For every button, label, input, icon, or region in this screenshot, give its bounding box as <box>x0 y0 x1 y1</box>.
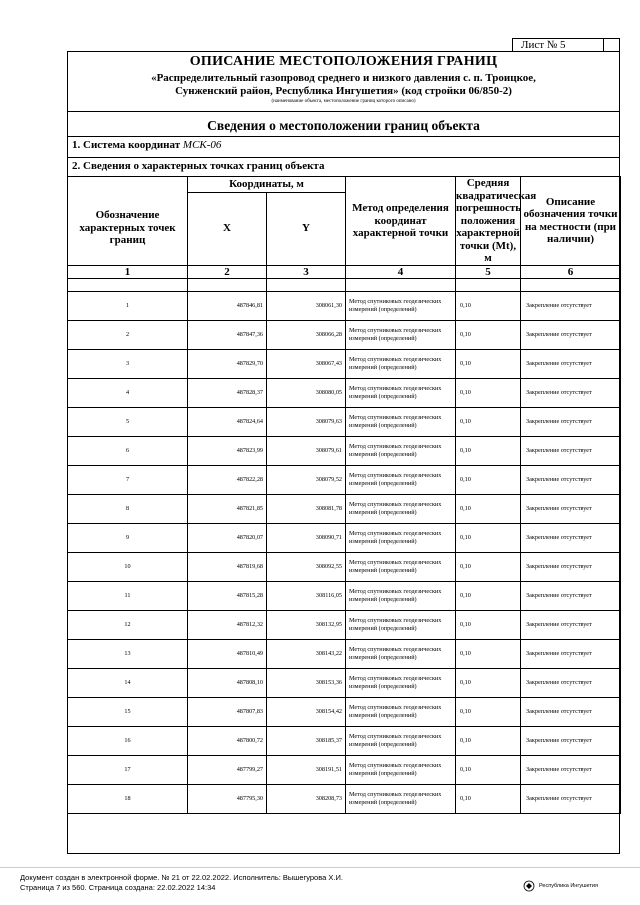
table-row <box>68 436 621 465</box>
coord-x: 487795,30 <box>188 784 267 813</box>
table-row <box>68 610 621 639</box>
coord-x: 487821,85 <box>188 494 267 523</box>
description: Закрепление отсутствует <box>521 581 621 610</box>
error: 0,10 <box>456 610 521 639</box>
object-name <box>67 72 620 98</box>
coord-x: 487812,32 <box>188 610 267 639</box>
description: Закрепление отсутствует <box>521 610 621 639</box>
method: Метод спутниковых геодезических измерений (определений) <box>346 407 456 436</box>
coord-y: 308191,51 <box>267 755 346 784</box>
error: 0,10 <box>456 726 521 755</box>
point-number: 11 <box>68 581 188 610</box>
table-row <box>68 697 621 726</box>
description: Закрепление отсутствует <box>521 320 621 349</box>
description: Закрепление отсутствует <box>521 436 621 465</box>
header-desc: Описание обозначения точки на местности (при наличии) <box>521 177 621 266</box>
point-number: 17 <box>68 755 188 784</box>
sheet-number-box <box>602 38 620 51</box>
error: 0,10 <box>456 784 521 813</box>
point-number: 5 <box>68 407 188 436</box>
method: Метод спутниковых геодезических измерений (определений) <box>346 784 456 813</box>
point-number: 4 <box>68 378 188 407</box>
table-row <box>68 581 621 610</box>
footer-logo <box>523 880 598 892</box>
error: 0,10 <box>456 407 521 436</box>
table-row <box>68 552 621 581</box>
coord-y: 308208,73 <box>267 784 346 813</box>
point-number: 9 <box>68 523 188 552</box>
method: Метод спутниковых геодезических измерений (определений) <box>346 349 456 378</box>
method: Метод спутниковых геодезических измерений (определений) <box>346 668 456 697</box>
col-num: 6 <box>521 265 621 278</box>
description: Закрепление отсутствует <box>521 726 621 755</box>
error: 0,10 <box>456 291 521 320</box>
coord-x: 487807,83 <box>188 697 267 726</box>
point-number: 13 <box>68 639 188 668</box>
header-x: X <box>188 192 267 265</box>
table-row <box>68 639 621 668</box>
object-name-line1: «Распределительный газопровод среднего и низкого давления с. п. Троицкое, <box>151 72 536 84</box>
description: Закрепление отсутствует <box>521 755 621 784</box>
error: 0,10 <box>456 581 521 610</box>
object-caption: (наименование объекта, местоположение границ которого описано) <box>271 99 416 104</box>
coord-y: 308154,42 <box>267 697 346 726</box>
object-name-line2: Сунженский район, Республика Ингушетия» (код стройки 06/850-2) <box>175 85 512 97</box>
footer-line2: Страница 7 из 560. Страница создана: 22.02.2022 14:34 <box>20 883 216 892</box>
point-number: 6 <box>68 436 188 465</box>
divider <box>67 136 620 137</box>
error: 0,10 <box>456 436 521 465</box>
method: Метод спутниковых геодезических измерений (определений) <box>346 378 456 407</box>
point-number: 15 <box>68 697 188 726</box>
error: 0,10 <box>456 552 521 581</box>
description: Закрепление отсутствует <box>521 668 621 697</box>
description: Закрепление отсутствует <box>521 494 621 523</box>
method: Метод спутниковых геодезических измерений (определений) <box>346 581 456 610</box>
coord-x: 487824,64 <box>188 407 267 436</box>
table-row <box>68 726 621 755</box>
coord-x: 487823,99 <box>188 436 267 465</box>
coord-system <box>72 139 221 151</box>
point-number: 8 <box>68 494 188 523</box>
description: Закрепление отсутствует <box>521 378 621 407</box>
table-row <box>68 668 621 697</box>
coord-x: 487822,28 <box>188 465 267 494</box>
method: Метод спутниковых геодезических измерений (определений) <box>346 436 456 465</box>
coord-x: 487829,70 <box>188 349 267 378</box>
emblem-icon <box>523 880 535 892</box>
method: Метод спутниковых геодезических измерений (определений) <box>346 697 456 726</box>
coord-y: 308092,55 <box>267 552 346 581</box>
header-y: Y <box>267 192 346 265</box>
coord-y: 308143,22 <box>267 639 346 668</box>
description: Закрепление отсутствует <box>521 697 621 726</box>
points-table <box>67 176 621 814</box>
table-row <box>68 465 621 494</box>
coord-y: 308080,05 <box>267 378 346 407</box>
point-number: 16 <box>68 726 188 755</box>
error: 0,10 <box>456 349 521 378</box>
error: 0,10 <box>456 378 521 407</box>
footer-logo-text: Республика Ингушетия <box>539 883 598 889</box>
points-heading: 2. Сведения о характерных точках границ объекта <box>72 160 325 172</box>
coord-y: 308079,63 <box>267 407 346 436</box>
point-number: 12 <box>68 610 188 639</box>
coord-x: 487820,07 <box>188 523 267 552</box>
divider <box>67 111 620 112</box>
footer-line1: Документ создан в электронной форме. № 21 от 22.02.2022. Исполнитель: Вышегурова Х.И. <box>20 873 343 882</box>
table-row <box>68 784 621 813</box>
method: Метод спутниковых геодезических измерений (определений) <box>346 639 456 668</box>
coord-y: 308079,61 <box>267 436 346 465</box>
sheet-number: Лист № 5 <box>512 38 604 51</box>
header-method: Метод определения координат характерной точки <box>346 177 456 266</box>
coord-x: 487800,72 <box>188 726 267 755</box>
coord-system-label: 1. Система координат <box>72 139 181 151</box>
col-num: 4 <box>346 265 456 278</box>
coord-y: 308081,78 <box>267 494 346 523</box>
method: Метод спутниковых геодезических измерений (определений) <box>346 320 456 349</box>
description: Закрепление отсутствует <box>521 465 621 494</box>
method: Метод спутниковых геодезических измерений (определений) <box>346 755 456 784</box>
description: Закрепление отсутствует <box>521 552 621 581</box>
description: Закрепление отсутствует <box>521 639 621 668</box>
coord-y: 308061,30 <box>267 291 346 320</box>
description: Закрепление отсутствует <box>521 407 621 436</box>
error: 0,10 <box>456 697 521 726</box>
col-num: 3 <box>267 265 346 278</box>
coord-y: 308066,28 <box>267 320 346 349</box>
error: 0,10 <box>456 494 521 523</box>
point-number: 7 <box>68 465 188 494</box>
method: Метод спутниковых геодезических измерений (определений) <box>346 465 456 494</box>
table-row <box>68 291 621 320</box>
point-number: 2 <box>68 320 188 349</box>
spacer-row <box>68 278 621 291</box>
error: 0,10 <box>456 639 521 668</box>
method: Метод спутниковых геодезических измерений (определений) <box>346 523 456 552</box>
point-number: 14 <box>68 668 188 697</box>
coord-y: 308132,95 <box>267 610 346 639</box>
description: Закрепление отсутствует <box>521 523 621 552</box>
coord-y: 308090,71 <box>267 523 346 552</box>
method: Метод спутниковых геодезических измерений (определений) <box>346 494 456 523</box>
error: 0,10 <box>456 755 521 784</box>
column-numbers-row <box>68 265 621 278</box>
table-row <box>68 407 621 436</box>
point-number: 3 <box>68 349 188 378</box>
coord-y: 308153,36 <box>267 668 346 697</box>
table-row <box>68 378 621 407</box>
coord-x: 487799,27 <box>188 755 267 784</box>
point-number: 1 <box>68 291 188 320</box>
method: Метод спутниковых геодезических измерений (определений) <box>346 291 456 320</box>
table-row <box>68 320 621 349</box>
description: Закрепление отсутствует <box>521 291 621 320</box>
error: 0,10 <box>456 523 521 552</box>
description: Закрепление отсутствует <box>521 349 621 378</box>
method: Метод спутниковых геодезических измерений (определений) <box>346 610 456 639</box>
col-num: 2 <box>188 265 267 278</box>
coord-x: 487808,10 <box>188 668 267 697</box>
coord-x: 487847,36 <box>188 320 267 349</box>
footer <box>20 873 343 893</box>
coord-x: 487819,68 <box>188 552 267 581</box>
col-num: 5 <box>456 265 521 278</box>
table-row <box>68 523 621 552</box>
method: Метод спутниковых геодезических измерений (определений) <box>346 726 456 755</box>
section-title: Сведения о местоположении границ объекта <box>207 118 480 133</box>
document-title: ОПИСАНИЕ МЕСТОПОЛОЖЕНИЯ ГРАНИЦ <box>189 54 498 69</box>
description: Закрепление отсутствует <box>521 784 621 813</box>
header-coords: Координаты, м <box>188 177 346 193</box>
coord-y: 308116,05 <box>267 581 346 610</box>
coord-system-value: МСК-06 <box>182 139 222 151</box>
error: 0,10 <box>456 465 521 494</box>
points-table-body <box>68 291 621 813</box>
coord-x: 487810,49 <box>188 639 267 668</box>
coord-y: 308185,37 <box>267 726 346 755</box>
col-num: 1 <box>68 265 188 278</box>
divider <box>67 157 620 158</box>
method: Метод спутниковых геодезических измерений (определений) <box>346 552 456 581</box>
point-number: 18 <box>68 784 188 813</box>
coord-x: 487815,28 <box>188 581 267 610</box>
table-row <box>68 755 621 784</box>
coord-x: 487828,37 <box>188 378 267 407</box>
footer-divider <box>0 867 640 868</box>
table-row <box>68 494 621 523</box>
table-row <box>68 349 621 378</box>
point-number: 10 <box>68 552 188 581</box>
coord-y: 308079,52 <box>267 465 346 494</box>
error: 0,10 <box>456 320 521 349</box>
header-point: Обозначение характерных точек границ <box>68 177 188 266</box>
coord-y: 308067,43 <box>267 349 346 378</box>
error: 0,10 <box>456 668 521 697</box>
coord-x: 487846,81 <box>188 291 267 320</box>
header-error: Средняя квадратическая погрешность положения характерной точки (Mt), м <box>456 177 537 264</box>
